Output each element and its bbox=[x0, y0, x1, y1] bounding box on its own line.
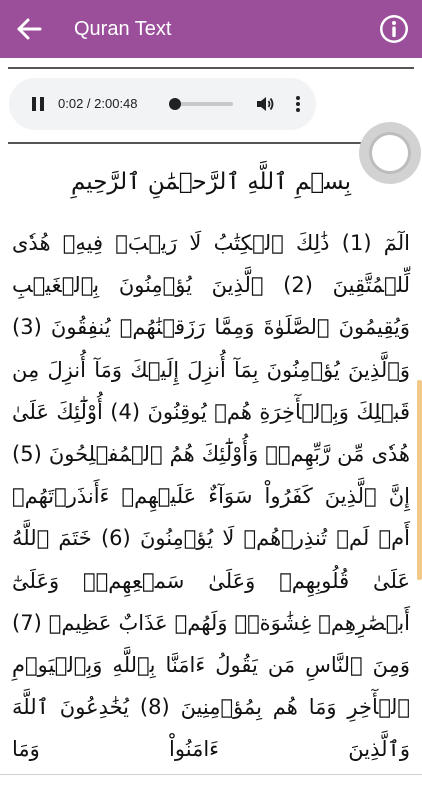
seek-thumb[interactable] bbox=[169, 98, 181, 110]
info-icon bbox=[378, 13, 410, 45]
arrow-left-icon bbox=[16, 18, 42, 40]
pause-icon[interactable] bbox=[29, 95, 47, 113]
back-button[interactable] bbox=[12, 12, 46, 46]
time-display: 0:02 / 2:00:48 bbox=[58, 96, 138, 111]
audio-player bbox=[9, 78, 316, 130]
app-bar bbox=[0, 0, 422, 58]
seek-slider[interactable] bbox=[175, 102, 233, 106]
bottom-divider bbox=[0, 774, 422, 775]
basmala-heading: بِسۡمِ ٱللَّهِ ٱلرَّحۡمَٰنِ ٱلرَّحِيمِ bbox=[70, 169, 352, 195]
page-title: Quran Text bbox=[74, 18, 172, 40]
player-divider bbox=[8, 142, 414, 144]
top-divider bbox=[8, 67, 414, 69]
more-vertical-icon[interactable] bbox=[291, 94, 305, 114]
info-button[interactable] bbox=[378, 13, 410, 45]
scroll-indicator[interactable] bbox=[417, 380, 422, 580]
verses-text: الٓمٓ (1) ذَٰلِكَ ٱلۡكِتَٰبُ لَا رَيۡبَۛ فِيهِۛ هُدٗى لِّلۡمُتَّقِينَ (2) ٱلَّذِينَ يُؤۡمِنُونَ بِٱلۡغَيۡبِ وَيُقِيمُونَ ٱلصَّلَوٰةَ وَمِمَّا رَزَقۡنَٰهُمۡ يُنفِقُونَ (3) وَٱلَّذِينَ يُؤۡمِنُونَ بِمَآ أُنزِلَ إِلَيۡكَ وَمَآ أُنزِلَ مِن قَبۡلِكَ وَبِٱلۡأٓخِرَةِ هُمۡ يُوقِنُونَ (4) أُوْلَٰٓئِكَ عَلَىٰ هُدٗى مِّن رَّبِّهِمۡۖ وَأُوْلَٰٓئِكَ هُمُ ٱلۡمُفۡلِحُونَ (5) إِنَّ ٱلَّذِينَ كَفَرُواْ سَوَآءٌ عَلَيۡهِمۡ ءَأَنذَرۡتَهُمۡ أَمۡ لَمۡ تُنذِرۡهُمۡ لَا يُؤۡمِنُونَ (6) خَتَمَ ٱللَّهُ عَلَىٰ قُلُوبِهِمۡ وَعَلَىٰ سَمۡعِهِمۡۖ وَعَلَىٰٓ أَبۡصَٰرِهِمۡ غِشَٰوَةٞۖ وَلَهُمۡ عَذَابٌ عَظِيمٞ (7) وَمِنَ ٱلنَّاسِ مَن يَقُولُ ءَامَنَّا بِٱللَّهِ وَبِٱلۡيَوۡمِ ٱلۡأٓخِرِ وَمَا هُم بِمُؤۡمِنِينَ (8) يُخَٰدِعُونَ ٱللَّهَ وَٱلَّذِينَ ءَامَنُواْ وَمَا bbox=[12, 231, 410, 762]
volume-icon[interactable] bbox=[255, 94, 275, 114]
